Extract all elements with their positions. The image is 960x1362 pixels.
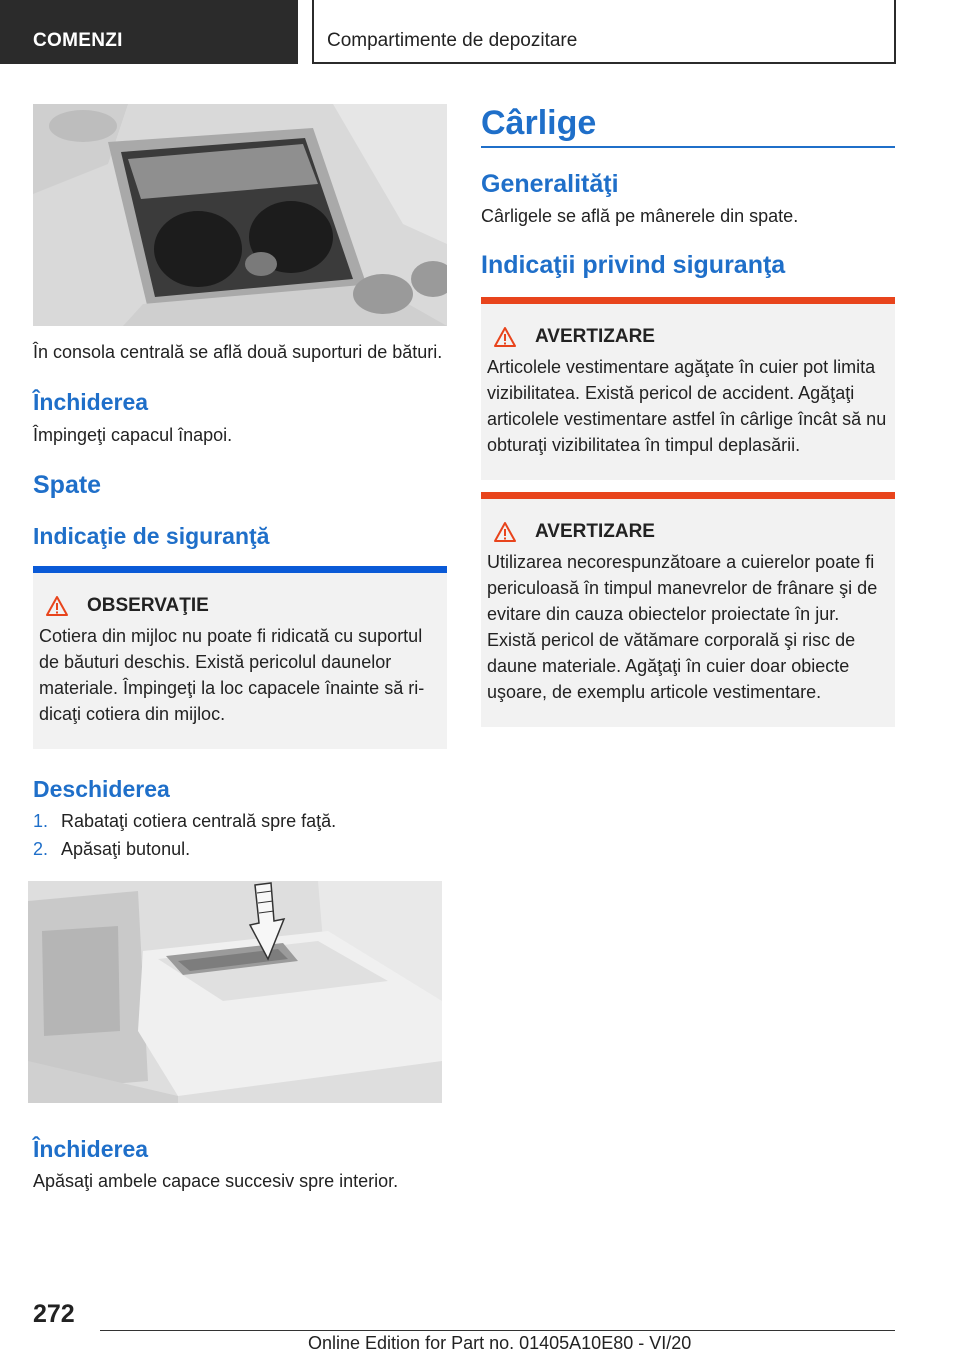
list-item — [33, 835, 447, 863]
notice-box — [33, 566, 447, 749]
notice-header — [39, 595, 439, 617]
warning-text-1: Articolele vestimentare agăţate în cuier pot limita vizibilitatea. Există pericol de accident. Agăţaţi articolele vestimentare astfel în cârlige încât să nu obturaţi vizibilitatea în timpul deplasării. — [487, 356, 887, 455]
page-number: 272 — [33, 1300, 75, 1328]
list-item — [33, 807, 447, 835]
warning-box-2 — [481, 492, 895, 727]
general-text: Cârligele se află pe mânerele din spate. — [481, 205, 799, 226]
step-number: 2. — [33, 839, 49, 859]
closing-text: Împingeţi capacul înapoi. — [33, 425, 233, 445]
notice-text: Cotiera din mijloc nu poate fi ridicată cu suportul de băuturi deschis. Există pericolul daunelor materiale. Împingeţi la loc capacele înainte să ridicaţi cotiera din mijloc. — [39, 626, 425, 724]
warning-label-2: AVERTIZARE — [535, 520, 655, 542]
warning-triangle-icon — [493, 326, 517, 348]
cupholder-illustration — [33, 104, 447, 326]
cupholder-intro: În consola centrală se află două suporturi de bături. — [33, 342, 443, 362]
heading-rule — [481, 146, 895, 148]
rear-heading: Spate — [33, 471, 102, 499]
step-number: 1. — [33, 811, 49, 831]
section-label: Compartimente de depozitare — [327, 30, 578, 51]
right-column — [481, 104, 895, 727]
left-column — [33, 104, 447, 1194]
footer-rule — [100, 1330, 895, 1331]
opening-heading: Deschiderea — [33, 776, 170, 802]
step-text: Rabataţi cotiera centrală spre faţă. — [61, 811, 337, 831]
warning-header-1 — [487, 326, 887, 348]
warning-text-2: Utilizarea necorespunzătoare a cuierelor poate fi periculoasă în timpul manevrelor de frânare şi de evitare din cauza obiectelor proiectate în jur. Există pericol de vătămare corporală şi risc de daune materiale. Agăţaţi în cuier doar obiecte uşoare, de exemplu articole vestimentare. — [487, 551, 878, 702]
opening-steps — [33, 807, 447, 863]
armrest-illustration — [28, 881, 442, 1103]
hooks-heading: Cârlige — [481, 104, 597, 142]
warning-triangle-icon — [45, 595, 69, 617]
step-text: Apăsaţi butonul. — [61, 839, 191, 859]
warning-box-1 — [481, 297, 895, 480]
warning-header-2 — [487, 521, 887, 543]
general-heading: Generalităţi — [481, 169, 619, 198]
closing2-text: Apăsaţi ambele capace succesiv spre interior. — [33, 1171, 399, 1191]
notice-label: OBSERVAŢIE — [87, 595, 209, 616]
warning-triangle-icon — [493, 521, 517, 543]
safety-heading-right: Indicaţii privind siguranţa — [481, 250, 786, 279]
warning-label-1: AVERTIZARE — [535, 325, 655, 347]
section-tab — [312, 0, 896, 64]
closing2-heading: Închiderea — [33, 1136, 149, 1162]
chapter-label: COMENZI — [33, 30, 123, 51]
chapter-tab — [0, 0, 298, 64]
closing-heading: Închiderea — [33, 389, 149, 415]
edition-text: Online Edition for Part no. 01405A10E80 - VI/20 — [308, 1333, 692, 1353]
safety-heading-left: Indicaţie de siguranţă — [33, 523, 270, 549]
